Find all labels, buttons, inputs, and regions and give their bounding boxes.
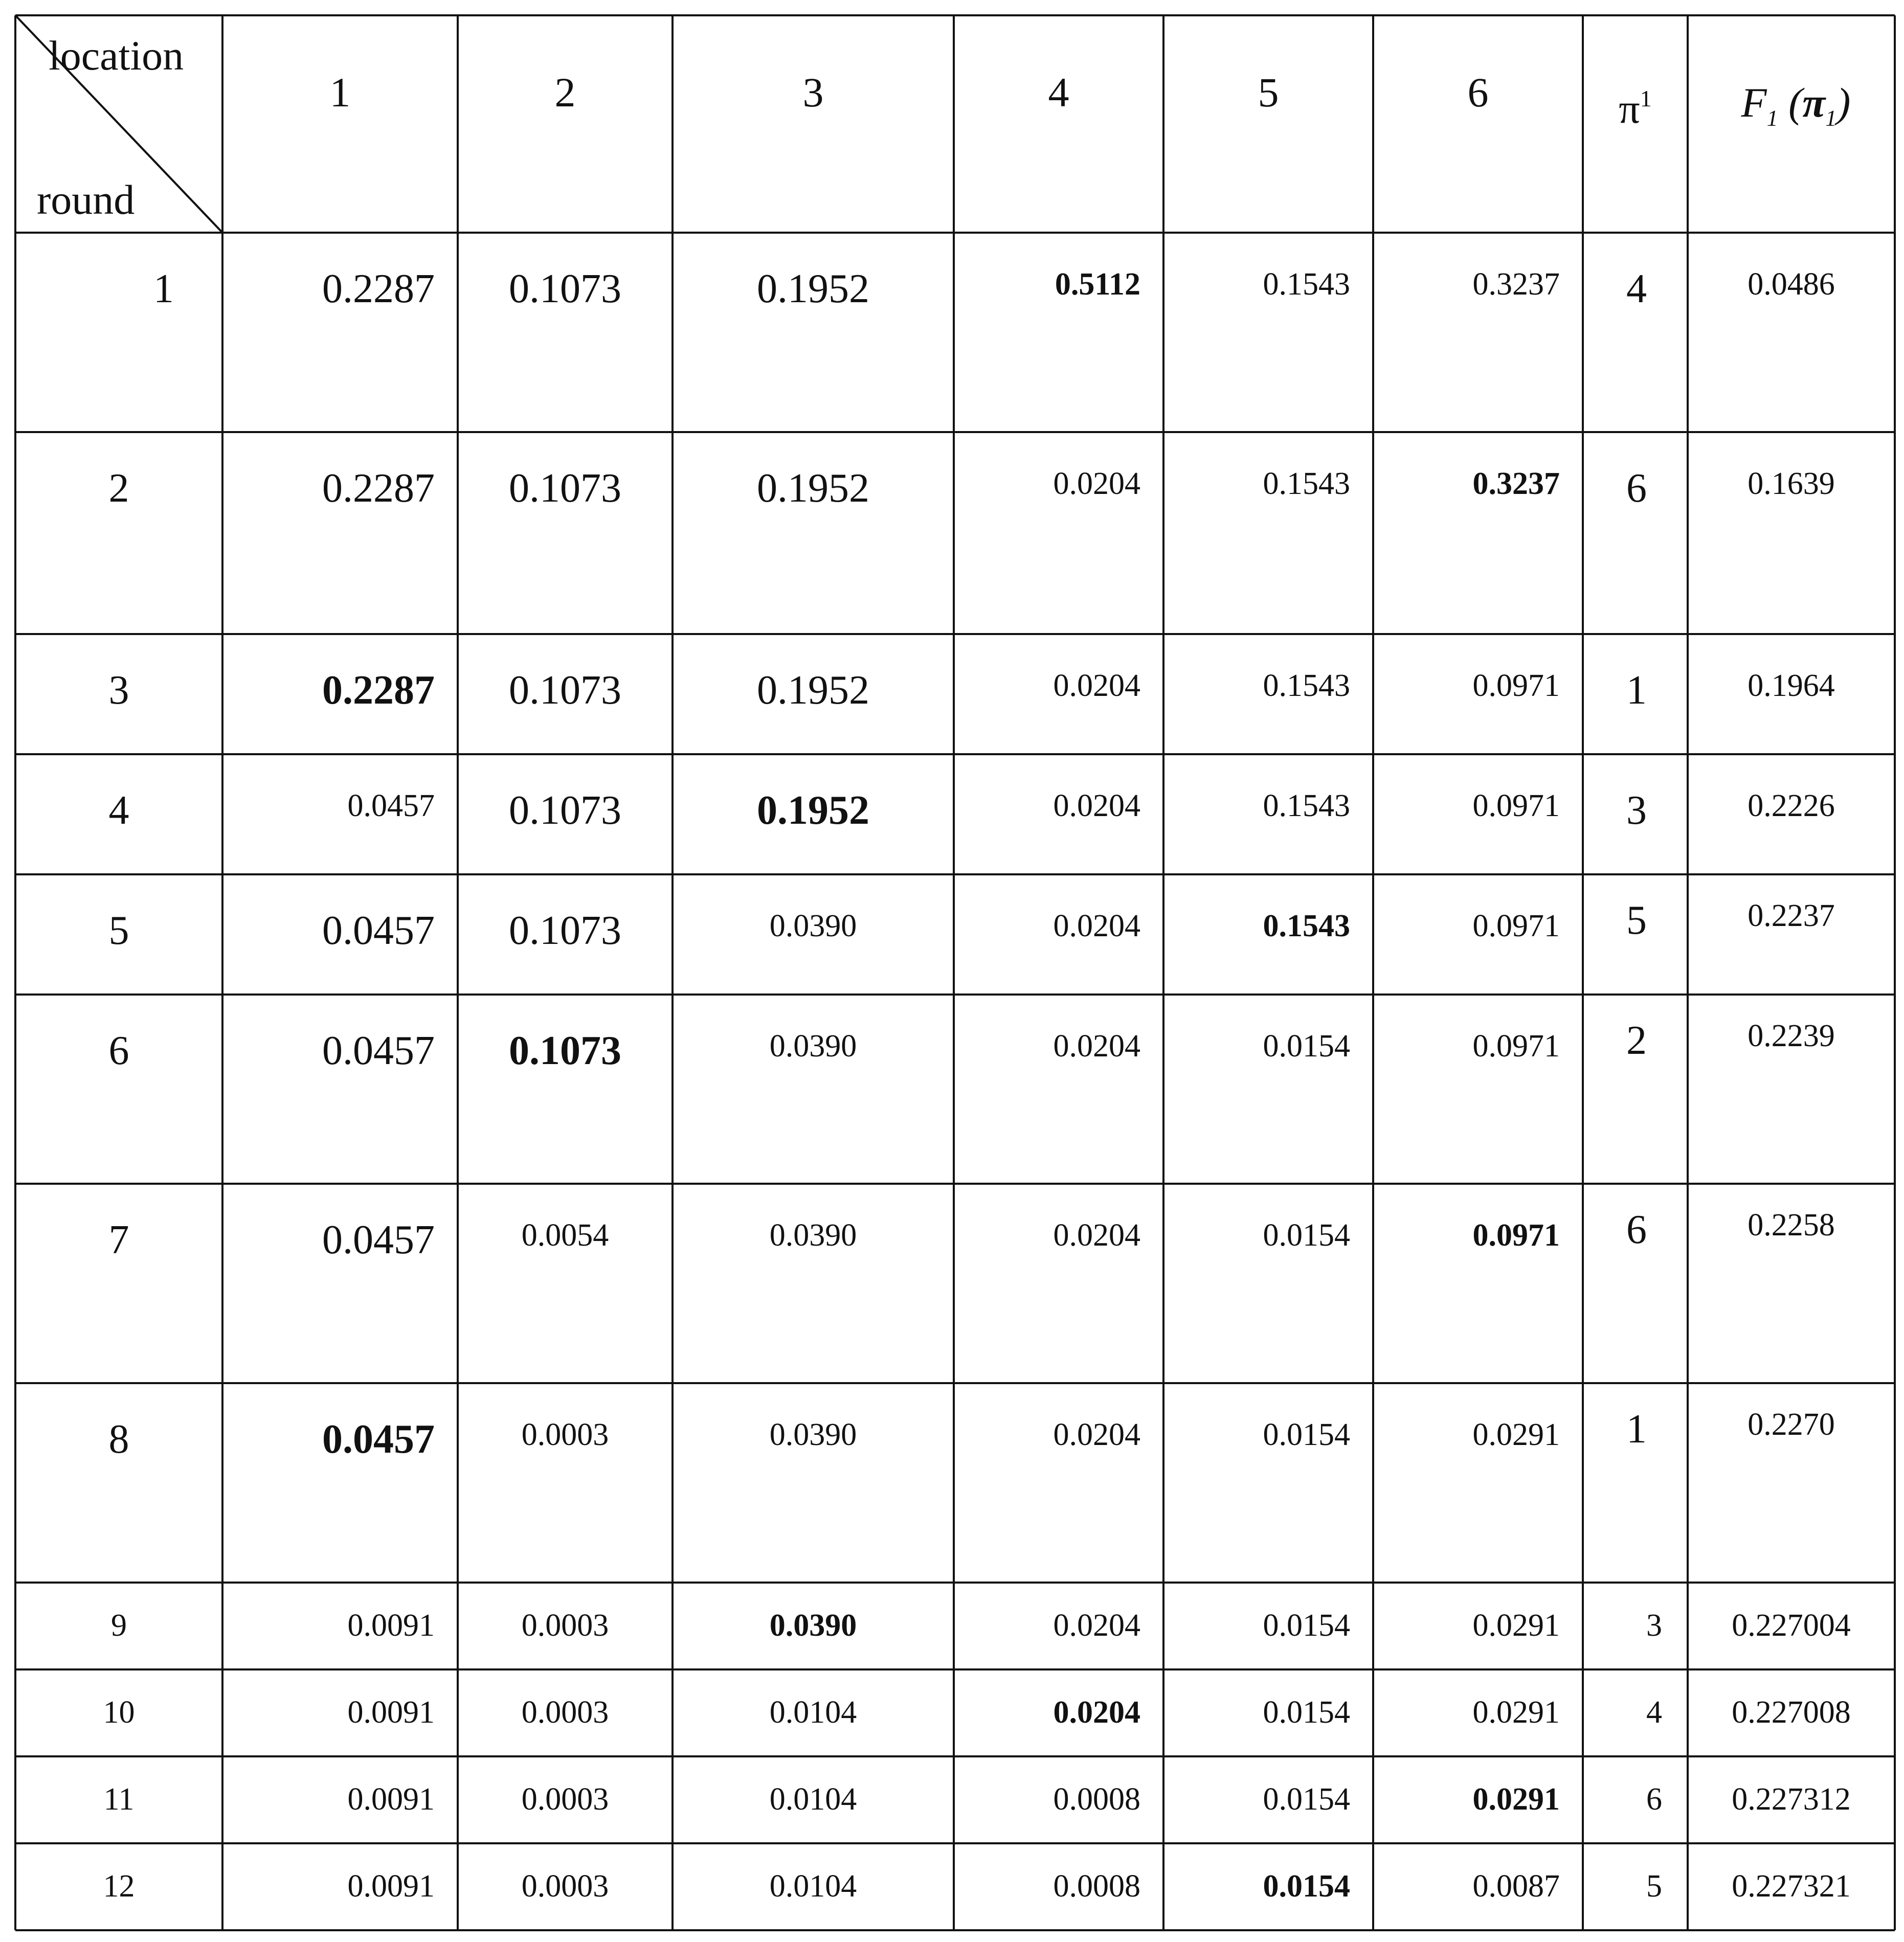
round-label: 5	[108, 908, 129, 953]
f-value: 0.227004	[1732, 1608, 1851, 1643]
value-cell: 0.0003	[521, 1782, 609, 1817]
value-cell: 0.1952	[757, 266, 869, 311]
column-header-5: 5	[1258, 69, 1279, 116]
value-cell: 0.3237	[1472, 267, 1560, 302]
f-value: 0.227312	[1732, 1782, 1851, 1817]
column-header-pi: $\pi^1$	[1619, 85, 1652, 132]
pi-value: 6	[1646, 1782, 1662, 1817]
value-cell: 0.0091	[347, 1869, 435, 1904]
value-cell: 0.1952	[757, 668, 869, 713]
value-cell: 0.0457	[347, 788, 435, 823]
value-cell: 0.0154	[1263, 1608, 1350, 1643]
value-cell: 0.0291	[1472, 1417, 1560, 1452]
value-cell: 0.1073	[509, 466, 621, 511]
value-cell: 0.0091	[347, 1782, 435, 1817]
pi-value: 5	[1626, 898, 1647, 943]
value-cell: 0.1073	[509, 908, 621, 953]
column-header-1: 1	[329, 69, 351, 116]
value-cell: 0.0003	[521, 1417, 609, 1452]
value-cell: 0.0008	[1053, 1869, 1140, 1904]
value-cell: 0.1073	[509, 668, 621, 713]
value-cell: 0.3237	[1472, 466, 1560, 501]
value-cell: 0.0204	[1053, 668, 1140, 703]
value-cell: 0.5112	[1055, 267, 1140, 302]
value-cell: 0.1073	[509, 788, 621, 833]
column-header-2: 2	[554, 69, 576, 116]
column-header-3: 3	[802, 69, 824, 116]
f-value: 0.227008	[1732, 1695, 1851, 1730]
value-cell: 0.0971	[1472, 668, 1560, 703]
value-cell: 0.0204	[1053, 909, 1140, 943]
value-cell: 0.1543	[1263, 909, 1350, 943]
value-cell: 0.0291	[1472, 1695, 1560, 1730]
round-label: 7	[108, 1217, 129, 1262]
value-cell: 0.0104	[769, 1782, 857, 1817]
value-cell: 0.0390	[769, 1029, 857, 1064]
pi-value: 1	[1626, 668, 1647, 713]
value-cell: 0.0204	[1053, 1417, 1140, 1452]
value-cell: 0.0003	[521, 1608, 609, 1643]
round-label: 4	[108, 788, 129, 833]
value-cell: 0.0457	[322, 1217, 435, 1262]
value-cell: 0.0091	[347, 1695, 435, 1730]
value-cell: 0.0457	[322, 1417, 435, 1462]
value-cell: 0.0390	[769, 909, 857, 943]
value-cell: 0.1543	[1263, 466, 1350, 501]
pi-value: 3	[1626, 788, 1647, 833]
value-cell: 0.0091	[347, 1608, 435, 1643]
value-cell: 0.1073	[509, 1028, 621, 1073]
value-cell: 0.0154	[1263, 1695, 1350, 1730]
value-cell: 0.0390	[769, 1608, 857, 1643]
value-cell: 0.0204	[1053, 1695, 1140, 1730]
value-cell: 0.2287	[322, 266, 435, 311]
value-cell: 0.0390	[769, 1417, 857, 1452]
value-cell: 0.0291	[1472, 1782, 1560, 1817]
round-label: 11	[103, 1782, 135, 1817]
f-value: 0.2258	[1748, 1208, 1835, 1243]
value-cell: 0.0054	[521, 1218, 609, 1253]
value-cell: 0.0104	[769, 1695, 857, 1730]
value-cell: 0.0008	[1053, 1782, 1140, 1817]
value-cell: 0.1952	[757, 466, 869, 511]
value-cell: 0.0291	[1472, 1608, 1560, 1643]
value-cell: 0.0971	[1472, 1218, 1560, 1253]
value-cell: 0.0390	[769, 1218, 857, 1253]
value-cell: 0.0204	[1053, 1608, 1140, 1643]
value-cell: 0.0087	[1472, 1869, 1560, 1904]
f-value: 0.2239	[1748, 1019, 1835, 1053]
corner-location-label: location	[49, 32, 184, 79]
value-cell: 0.0154	[1263, 1782, 1350, 1817]
value-cell: 0.0154	[1263, 1417, 1350, 1452]
value-cell: 0.2287	[322, 466, 435, 511]
round-label: 8	[108, 1417, 129, 1462]
value-cell: 0.0204	[1053, 788, 1140, 823]
f-value: 0.2237	[1748, 898, 1835, 933]
f-value: 0.0486	[1748, 267, 1835, 302]
round-label: 2	[108, 466, 129, 511]
value-cell: 0.0971	[1472, 788, 1560, 823]
column-header-6: 6	[1467, 69, 1489, 116]
value-cell: 0.1543	[1263, 267, 1350, 302]
pi-value: 6	[1626, 466, 1647, 511]
value-cell: 0.1952	[757, 788, 869, 833]
round-label: 6	[108, 1028, 129, 1073]
f-value: 0.1964	[1748, 668, 1835, 703]
value-cell: 0.0154	[1263, 1029, 1350, 1064]
value-cell: 0.0204	[1053, 466, 1140, 501]
value-cell: 0.0204	[1053, 1029, 1140, 1064]
value-cell: 0.0104	[769, 1869, 857, 1904]
pi-value: 2	[1626, 1018, 1647, 1063]
value-cell: 0.0457	[322, 1028, 435, 1073]
value-cell: 0.1073	[509, 266, 621, 311]
value-cell: 0.0154	[1263, 1218, 1350, 1253]
f-value: 0.1639	[1748, 466, 1835, 501]
pi-value: 1	[1626, 1407, 1647, 1452]
value-cell: 0.0971	[1472, 909, 1560, 943]
round-label: 12	[103, 1869, 135, 1904]
pi-value: 5	[1646, 1869, 1662, 1904]
f-value: 0.227321	[1732, 1869, 1851, 1904]
column-header-4: 4	[1048, 69, 1069, 116]
value-cell: 0.1543	[1263, 788, 1350, 823]
corner-round-label: round	[37, 176, 135, 223]
value-cell: 0.0003	[521, 1869, 609, 1904]
pi-value: 6	[1626, 1207, 1647, 1252]
column-header-f-pi: $F_1$ $(\pi_1)$	[1741, 79, 1851, 131]
pi-value: 3	[1646, 1608, 1662, 1643]
value-cell: 0.0204	[1053, 1218, 1140, 1253]
pi-value: 4	[1626, 266, 1647, 311]
round-label: 1	[153, 266, 174, 311]
value-cell: 0.0003	[521, 1695, 609, 1730]
value-cell: 0.1543	[1263, 668, 1350, 703]
round-label: 3	[108, 668, 129, 713]
round-label: 9	[111, 1608, 127, 1643]
value-cell: 0.2287	[322, 668, 435, 713]
round-label: 10	[103, 1695, 135, 1730]
f-value: 0.2226	[1748, 788, 1835, 823]
value-cell: 0.0154	[1263, 1869, 1350, 1904]
value-cell: 0.0457	[322, 908, 435, 953]
value-cell: 0.0971	[1472, 1029, 1560, 1064]
f-value: 0.2270	[1748, 1407, 1835, 1442]
pi-value: 4	[1646, 1695, 1662, 1730]
